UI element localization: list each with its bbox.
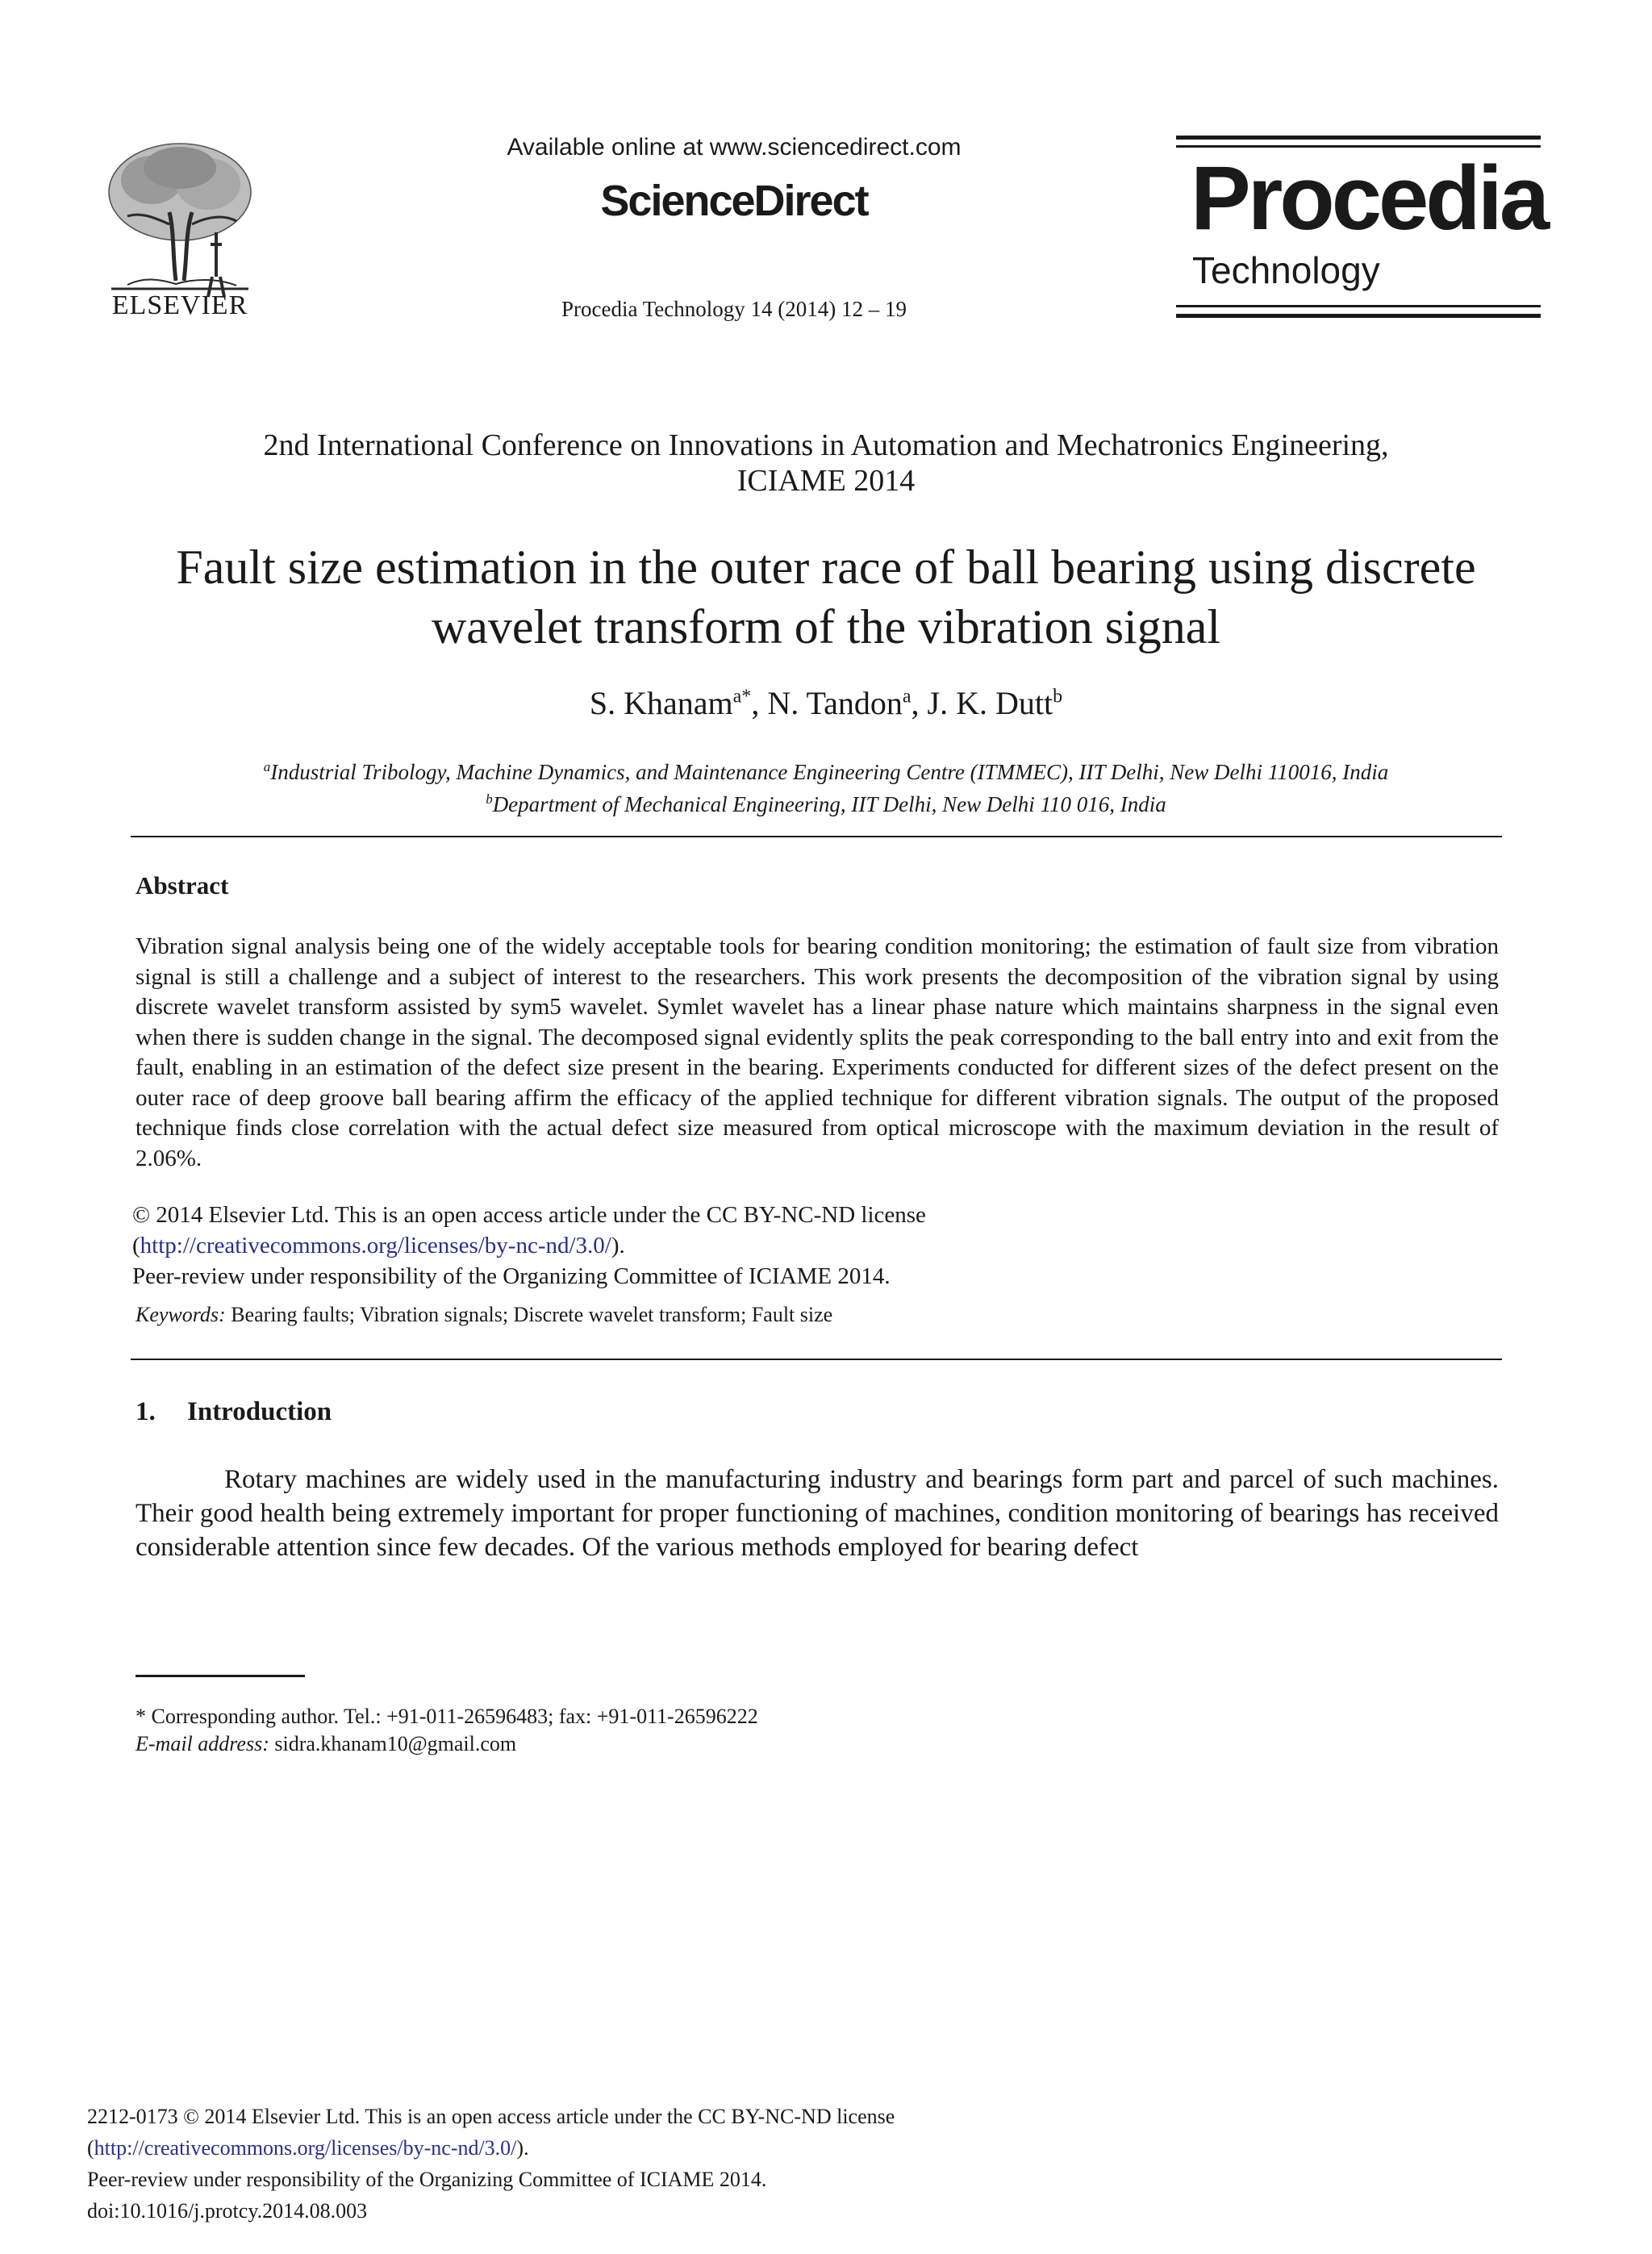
affiliations	[0, 753, 1652, 818]
sciencedirect-logo: ScienceDirect	[600, 177, 868, 225]
keywords	[136, 1303, 1426, 1327]
author-affiliation-mark: a	[902, 686, 912, 708]
author-list	[0, 684, 1652, 722]
keywords-label: Keywords:	[136, 1303, 226, 1326]
email-label: E-mail address:	[136, 1732, 269, 1755]
author-name: N. Tandon	[767, 685, 903, 721]
footnote	[136, 1703, 1265, 1758]
conference-name	[0, 428, 1652, 499]
author-affiliation-mark: b	[1053, 686, 1063, 708]
divider-top	[131, 836, 1502, 837]
procedia-technology-logo	[1176, 136, 1547, 319]
available-online-text: Available online at www.sciencedirect.com	[507, 134, 962, 161]
footer-license-link[interactable]: http://creativecommons.org/licenses/by-nc-nd/3.0/	[94, 2136, 517, 2160]
issn-license-line: 2212-0173 © 2014 Elsevier Ltd. This is an open access article under the CC BY-NC-ND license	[87, 2105, 895, 2128]
affiliation-text: Department of Mechanical Engineering, IIT Delhi, New Delhi 110 016, India	[492, 792, 1166, 816]
page-footer	[87, 2101, 1297, 2227]
license-url-line: (http://creativecommons.org/licenses/by-nc-nd/3.0/).	[132, 1233, 625, 1258]
author-name: J. K. Dutt	[927, 685, 1053, 721]
license-line: © 2014 Elsevier Ltd. This is an open access article under the CC BY-NC-ND license	[132, 1202, 926, 1228]
logo-bottom-rule-thin	[1176, 305, 1541, 307]
doi[interactable]: doi:10.1016/j.protcy.2014.08.003	[87, 2199, 368, 2223]
elsevier-wordmark: ELSEVIER	[111, 290, 248, 320]
email-line	[136, 1730, 1265, 1758]
conference-line-2: ICIAME 2014	[736, 464, 916, 498]
title-line-1: Fault size estimation in the outer race of ball bearing using discrete	[176, 541, 1476, 594]
abstract-body: Vibration signal analysis being one of the widely acceptable tools for bearing condition monitoring; the estimation of fault size from vibration signal is still a challenge and a subject of interest to the researchers. This work presents the decomposition of the vibration signal by using discrete wavelet transform assisted by sym5 wavelet. Symlet wavelet has a linear phase nature which maintains sharpness in the signal even when there is sudden change in the signal. The decomposed signal evidently splits the peak corresponding to the ball entry into and exit from the fault, enabling in an estimation of the defect size present in the bearing. Experiments conducted for different sizes of the defect present on the outer race of deep groove ball bearing affirm the efficacy of the applied technique for different vibration signals. The output of the proposed technique finds close correlation with the actual defect size measured from optical microscope with the maximum deviation in the result of 2.06%.	[136, 933, 1499, 1171]
section-title: Introduction	[187, 1397, 332, 1426]
license-link[interactable]: http://creativecommons.org/licenses/by-nc-nd/3.0/	[140, 1233, 611, 1258]
abstract-heading: Abstract	[136, 871, 229, 900]
divider-bottom	[131, 1359, 1502, 1360]
technology-wordmark: Technology	[1192, 249, 1380, 291]
procedia-wordmark: Procedia	[1191, 148, 1547, 248]
paper-title	[0, 537, 1652, 657]
affiliation-mark: a	[263, 759, 271, 774]
title-line-2: wavelet transform of the vibration signal	[431, 600, 1221, 653]
author-separator: ,	[751, 685, 768, 721]
affiliation-b	[0, 786, 1652, 818]
introduction-body: Rotary machines are widely used in the manufacturing industry and bearings form part and parcel of such machines. Their good health being extremely important for proper functioning of machines, condition monitoring of bearings has received considerable attention since few decades. Of the various methods employed for bearing defect	[136, 1465, 1499, 1562]
footer-peer-review: Peer-review under responsibility of the Organizing Committee of ICIAME 2014.	[87, 2168, 767, 2191]
footer-url-line: (http://creativecommons.org/licenses/by-nc-nd/3.0/).	[87, 2136, 529, 2160]
affiliation-a	[0, 753, 1652, 786]
footnote-rule	[136, 1675, 305, 1677]
peer-review-line: Peer-review under responsibility of the Organizing Committee of ICIAME 2014.	[132, 1263, 891, 1289]
section-number: 1.	[136, 1397, 156, 1426]
author-separator: ,	[911, 685, 928, 721]
keywords-text: Bearing faults; Vibration signals; Discrete wavelet transform; Fault size	[231, 1303, 833, 1326]
conference-line-1: 2nd International Conference on Innovations in Automation and Mechatronics Engineering,	[263, 428, 1389, 462]
journal-reference: Procedia Technology 14 (2014) 12 – 19	[561, 297, 907, 321]
logo-bottom-rule	[1176, 314, 1541, 318]
author-name: S. Khanam	[589, 685, 733, 721]
email-address[interactable]: sidra.khanam10@gmail.com	[274, 1732, 517, 1755]
corresponding-author-note: * Corresponding author. Tel.: +91-011-26596483; fax: +91-011-26596222	[136, 1705, 758, 1728]
section-heading-introduction	[136, 1397, 332, 1427]
license-block	[132, 1200, 1342, 1292]
logo-top-rule	[1176, 136, 1541, 140]
affiliation-mark: b	[486, 791, 493, 807]
affiliation-text: Industrial Tribology, Machine Dynamics, and Maintenance Engineering Centre (ITMMEC), IIT Delhi, New Delhi 110016, India	[270, 760, 1389, 784]
author-affiliation-mark: a*	[732, 686, 752, 708]
